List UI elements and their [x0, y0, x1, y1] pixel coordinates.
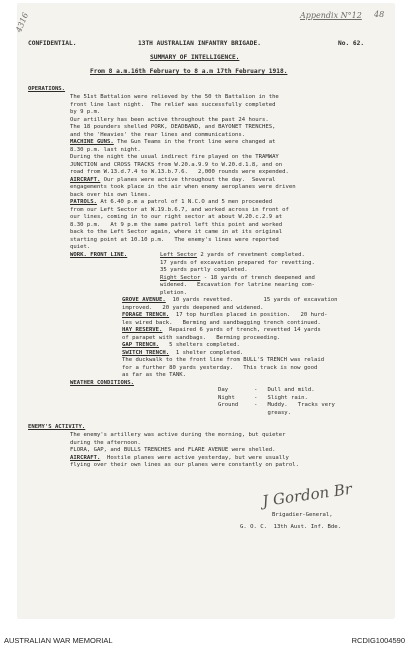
enemy-aircraft-label: AIRCRAFT.: [70, 454, 101, 461]
handwritten-signature: J Gordon Br: [261, 479, 354, 511]
work-item-text: Repaired 6 yards of trench, revetted 14 yards: [162, 327, 321, 333]
weather-night-key: Night: [218, 394, 235, 401]
weather-ground-key: Ground: [218, 402, 239, 408]
right-sector-line-3: pletion.: [160, 289, 187, 296]
patrols-line-2: from our Left Sector at W.19.b.6.7, and worked across in front of: [70, 206, 289, 213]
aircraft-line-2: engagements took place in the air when enemy aeroplanes were driven: [70, 184, 296, 190]
enemy-line-1: The enemy's artillery was active during the morning, but quieter: [70, 432, 286, 438]
work-item-label: HAY RESERVE.: [122, 327, 163, 333]
work-item-grove-avenue-cont: improved. 20 yards deepened and widened.: [122, 304, 264, 311]
patrols-line-6: starting point at 10.10 p.m. The enemy's lines were reported: [70, 236, 279, 243]
machine-guns-line-5: road from W.13.d.7.4 to W.13.b.7.6. 2,000 rounds were expended.: [70, 169, 289, 175]
patrols-line-5: back to the Left Sector again, where it came in at its original: [70, 229, 283, 235]
machine-guns-text: The Gun Teams in the front line were changed at: [113, 139, 276, 145]
unit-title: 13TH AUSTRALIAN INFANTRY BRIGADE.: [138, 40, 261, 47]
work-item-forage-trench: [122, 312, 327, 320]
work-item-forage-trench-cont: les wired back. Berming and sandbagging trench continued.: [122, 319, 321, 326]
work-item-switch-trench: [122, 350, 243, 358]
handwritten-page-number: 48: [374, 10, 385, 19]
left-sector-line-2: 17 yards of excavation prepared for revetting.: [160, 259, 315, 266]
work-item-label: GAP TRENCH.: [122, 342, 160, 348]
document-page: [14, 4, 394, 618]
work-item-hay-reserve: [122, 327, 321, 335]
patrols-label: PATROLS.: [70, 199, 97, 205]
work-item-text: 5 shelters completed.: [159, 342, 240, 348]
left-sector-line: [160, 252, 305, 260]
duckwalk-line-3: as far as the TANK.: [122, 372, 186, 378]
machine-guns-line-3: During the night the usual indirect fire played on the TRAMWAY: [70, 154, 279, 160]
weather-night-value: - Slight rain.: [254, 394, 308, 401]
archive-name: AUSTRALIAN WAR MEMORIAL: [4, 636, 113, 645]
weather-day-value: - Dull and mild.: [254, 387, 315, 393]
signatory-unit: G. O. C. 13th Aust. Inf. Bde.: [240, 524, 342, 530]
duckwalk-line-2: for a further 80 yards yesterday. This track is now good: [122, 364, 318, 371]
patrols-line-7: quiet.: [70, 244, 91, 250]
right-sector-line: [160, 275, 315, 283]
operations-line-6: and the 'Heavies' the rear lines and communications.: [70, 131, 246, 138]
signatory-rank: Brigadier-General,: [272, 512, 333, 518]
weather-ground-value: - Muddy. Tracks very: [254, 402, 335, 408]
machine-guns-paragraph: [70, 139, 275, 147]
handwritten-appendix: Appendix N°12: [300, 11, 362, 20]
work-item-grove-avenue: [122, 297, 338, 305]
machine-guns-label: MACHINE GUNS.: [70, 139, 114, 145]
operations-line-2: front line last night. The relief was successfully completed: [70, 101, 276, 108]
right-sector-line-2: widened. Excavation for latrine nearing com-: [160, 282, 315, 288]
patrols-line-3: our lines, coming in to our right sector at about W.20.c.2.9 at: [70, 214, 283, 220]
work-item-label: GROVE AVENUE.: [122, 297, 166, 303]
aircraft-paragraph: [70, 177, 275, 185]
enemy-aircraft-paragraph: [70, 455, 289, 463]
duckwalk-line-1: The duckwalk to the front line from BULL'S TRENCH was relaid: [122, 357, 325, 363]
report-period: From 8 a.m.16th February to 8 a.m 17th February 1918.: [90, 68, 288, 75]
handwritten-corner-number: 4316: [14, 11, 31, 34]
operations-line-1: The 51st Battalion were relieved by the 50 th Battalion in the: [70, 94, 279, 100]
weather-label: WEATHER CONDITIONS.: [70, 379, 134, 386]
weather-day-key: Day: [218, 387, 229, 393]
aircraft-label: AIRCRAFT.: [70, 176, 101, 183]
work-item-gap-trench: [122, 342, 240, 350]
archive-footer: [0, 628, 409, 648]
enemy-shelling-line: FLORA, GAP, and BULLS TRENCHES and FLARE AVENUE were shelled.: [70, 447, 276, 453]
operations-line-4: Our artillery has been active throughout the past 24 hours.: [70, 116, 269, 123]
enemy-activity-heading: ENEMY'S ACTIVITY.: [28, 424, 86, 430]
machine-guns-line-2: 8.30 p.m. last night.: [70, 146, 141, 153]
left-sector-label: Left Sector: [160, 252, 198, 258]
patrols-line-4: 8.30 p.m. At 9 p.m the same patrol left this point and worked: [70, 221, 283, 228]
page-title: SUMMARY OF INTELLIGENCE.: [150, 54, 240, 61]
right-sector-label: Right Sector: [160, 274, 201, 281]
machine-guns-line-4: JUNCTION and CROSS TRACKS from W.20.a.9.9 to W.20.d.1.8, and on: [70, 161, 283, 168]
classification: CONFIDENTIAL.: [28, 40, 77, 47]
enemy-aircraft-text: Hostile planes were active yesterday, but were usually: [100, 454, 289, 461]
work-item-text: 1 shelter completed.: [169, 349, 244, 356]
weather-ground-value-cont: greasy.: [254, 409, 292, 416]
work-item-hay-reserve-cont: of parapet with sandbags. Berming proceeding.: [122, 334, 281, 341]
operations-line-5: The 18 pounders shelled PORK, DEADBAND, and BAYONET TRENCHES,: [70, 124, 276, 130]
enemy-aircraft-line-2: flying over their own lines as our planes were constantly on patrol.: [70, 462, 300, 468]
left-sector-line-3: 35 yards partly completed.: [160, 267, 248, 273]
work-item-label: SWITCH TRENCH.: [122, 349, 170, 356]
work-item-label: FORAGE TRENCH.: [122, 312, 170, 318]
document-number: No. 62.: [338, 40, 365, 47]
left-sector-text: 2 yards of revetment completed.: [197, 252, 305, 258]
archive-record-id: RCDIG1004590: [351, 636, 405, 645]
operations-line-3: by 9 p.m.: [70, 109, 101, 115]
work-item-text: 17 top hurdles placed in position. 20 hurd-: [169, 312, 328, 318]
aircraft-line-3: back over his own lines.: [70, 191, 151, 198]
patrols-paragraph: [70, 199, 272, 207]
patrols-text: At 6.40 p.m a patrol of 1 N.C.O and 5 men proceeded: [96, 199, 273, 205]
operations-heading: OPERATIONS.: [28, 86, 66, 92]
aircraft-text: Our planes were active throughout the day. Several: [100, 176, 276, 183]
work-item-text: 10 yards revetted. 15 yards of excavation: [165, 297, 338, 303]
enemy-line-2: during the afternoon.: [70, 439, 141, 446]
work-front-line-label: WORK. FRONT LINE.: [70, 252, 128, 258]
right-sector-text: - 18 yards of trench deepened and: [200, 274, 315, 281]
